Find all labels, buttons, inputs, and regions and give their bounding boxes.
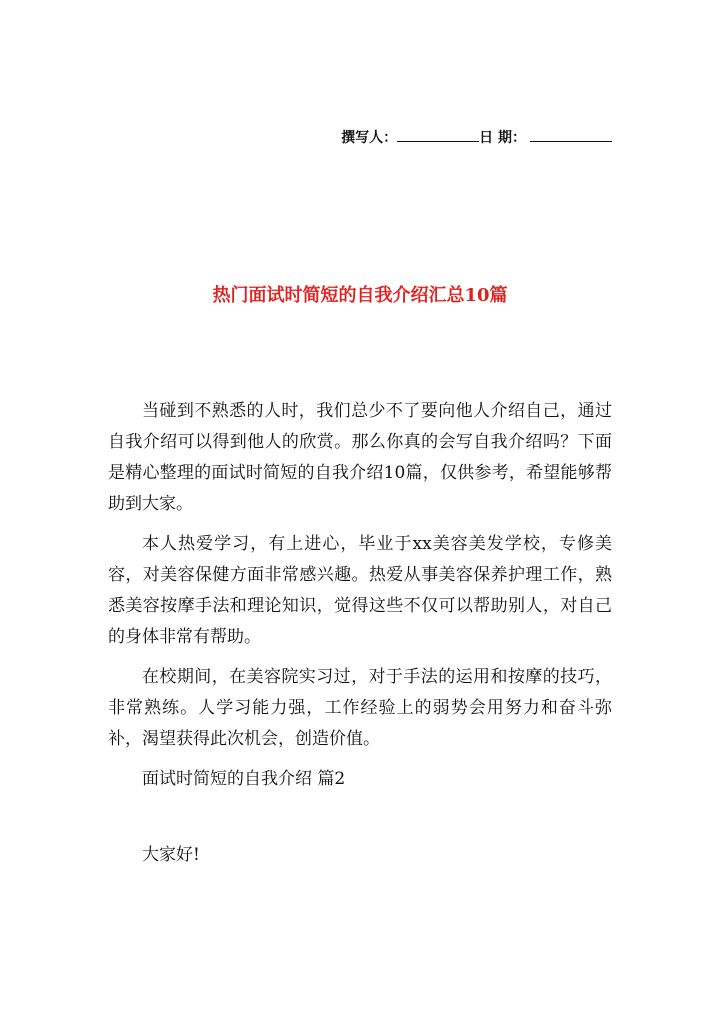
date-blank-field xyxy=(530,127,612,142)
document-title: 热门面试时简短的自我介绍汇总10篇 xyxy=(212,285,508,306)
document-body xyxy=(108,396,612,880)
date-label: 日 期： xyxy=(479,130,526,146)
author-label: 撰写人： xyxy=(341,130,398,146)
author-blank-field xyxy=(397,127,479,142)
section-heading: 面试时简短的自我介绍 篇2 xyxy=(142,769,346,789)
body-paragraph-1: 本人热爱学习，有上进心，毕业于xx美容美发学校，专修美容，对美容保健方面非常感兴趣。热爱从事美容保养护理工作，熟悉美容按摩手法和理论知识，觉得这些不仅可以帮助别人，对自己的身体非常有帮助。 xyxy=(108,534,612,647)
intro-paragraph: 当碰到不熟悉的人时，我们总少不了要向他人介绍自己，通过自我介绍可以得到他人的欣赏。那么你真的会写自我介绍吗？下面是精心整理的面试时简短的自我介绍10篇，仅供参考，希望能够帮助到大家。 xyxy=(108,401,612,514)
author-date-line xyxy=(341,127,612,148)
body-paragraph-2: 在校期间，在美容院实习过，对于手法的运用和按摩的技巧，非常熟练。人学习能力强，工作经验上的弱势会用努力和奋斗弥补，渴望获得此次机会，创造价值。 xyxy=(108,667,612,749)
greeting-paragraph: 大家好! xyxy=(142,845,200,865)
